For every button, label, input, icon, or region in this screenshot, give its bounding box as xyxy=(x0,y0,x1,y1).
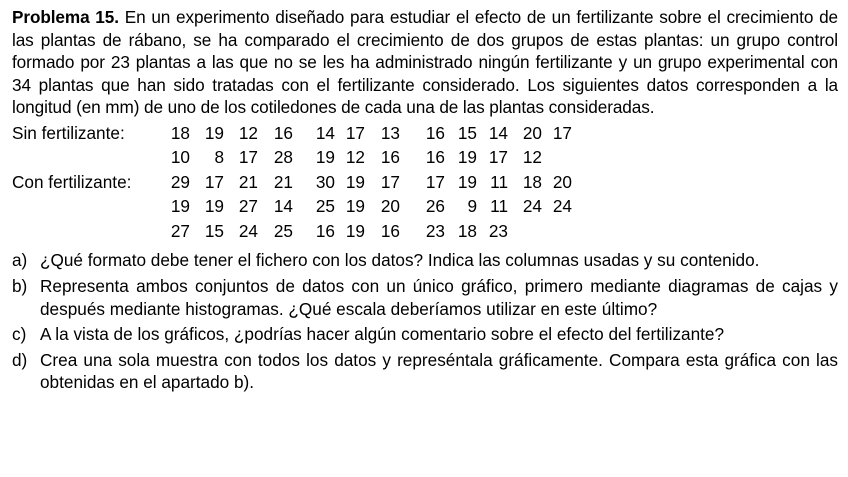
question-letter: b) xyxy=(12,276,28,297)
data-cell: 25 xyxy=(273,220,293,241)
data-cell: 16 xyxy=(425,147,445,168)
data-cell: 21 xyxy=(273,171,293,192)
data-cell: 27 xyxy=(170,220,190,241)
data-cell: 12 xyxy=(522,147,542,168)
data-cell: 16 xyxy=(425,122,445,143)
data-row xyxy=(168,194,572,219)
group-label-con: Con fertilizante: xyxy=(12,171,132,192)
data-cell: 19 xyxy=(170,196,190,217)
data-cell: 14 xyxy=(488,122,508,143)
data-cell: 9 xyxy=(467,196,477,217)
data-cell: 17 xyxy=(238,147,258,168)
question-b xyxy=(12,275,838,320)
group-con-fertilizante xyxy=(12,170,838,244)
data-cell: 14 xyxy=(315,122,335,143)
question-text: Representa ambos conjuntos de datos con un único gráfico, primero mediante diagramas de cajas y después mediante histogramas. ¿Qué escala deberíamos utilizar en este último? xyxy=(40,276,838,319)
data-cell: 23 xyxy=(488,220,508,241)
question-a xyxy=(12,249,838,272)
data-cell: 21 xyxy=(238,171,258,192)
data-cell: 15 xyxy=(457,122,477,143)
data-cell: 29 xyxy=(170,171,190,192)
question-text: Crea una sola muestra con todos los datos y represéntala gráficamente. Compara esta gráfica con las obtenidas en el apartado b). xyxy=(40,349,838,393)
data-cell: 24 xyxy=(238,220,258,241)
data-cell: 18 xyxy=(522,171,542,192)
data-cell: 20 xyxy=(380,196,400,217)
data-cell: 12 xyxy=(238,122,258,143)
data-cell: 11 xyxy=(490,196,508,217)
group-rows-sin xyxy=(168,121,572,170)
data-cell: 17 xyxy=(488,147,508,168)
data-cell: 23 xyxy=(425,220,445,241)
data-cell: 19 xyxy=(204,196,224,217)
data-cell: 16 xyxy=(273,122,293,143)
question-list xyxy=(12,249,838,394)
data-cell: 24 xyxy=(522,196,542,217)
data-cell: 18 xyxy=(170,122,190,143)
data-cell: 20 xyxy=(522,122,542,143)
question-letter: a) xyxy=(12,250,28,271)
data-cell: 10 xyxy=(170,147,190,168)
data-cell: 17 xyxy=(425,171,445,192)
data-cell: 11 xyxy=(490,171,508,192)
group-label-sin: Sin fertilizante: xyxy=(12,122,125,143)
data-cell: 12 xyxy=(345,147,365,168)
data-cell: 19 xyxy=(204,122,224,143)
data-cell: 19 xyxy=(457,171,477,192)
group-sin-fertilizante xyxy=(12,121,838,170)
question-letter: c) xyxy=(12,324,27,345)
data-cell: 28 xyxy=(273,147,293,168)
data-row xyxy=(168,219,572,244)
data-cell: 8 xyxy=(214,147,224,168)
data-row xyxy=(168,121,572,146)
question-c xyxy=(12,323,838,346)
data-cell: 25 xyxy=(315,196,335,217)
data-row xyxy=(168,145,572,170)
data-cell: 15 xyxy=(204,220,224,241)
data-cell: 14 xyxy=(273,196,293,217)
data-cell: 19 xyxy=(315,147,335,168)
question-text: A la vista de los gráficos, ¿podrías hacer algún comentario sobre el efecto del fertilizante? xyxy=(40,324,725,345)
data-cell: 17 xyxy=(204,171,224,192)
data-cell: 26 xyxy=(425,196,445,217)
data-cell: 30 xyxy=(315,171,335,192)
data-cell: 24 xyxy=(552,196,572,217)
data-cell: 17 xyxy=(552,122,572,143)
data-cell: 16 xyxy=(315,220,335,241)
problem-statement xyxy=(12,6,838,119)
data-row xyxy=(168,170,572,195)
data-cell: 17 xyxy=(345,122,365,143)
question-text: ¿Qué formato debe tener el fichero con los datos? Indica las columnas usadas y su contenido. xyxy=(40,250,760,271)
data-cell: 27 xyxy=(238,196,258,217)
group-rows-con xyxy=(168,170,572,244)
question-letter: d) xyxy=(12,349,28,370)
data-cell: 19 xyxy=(345,196,365,217)
data-cell: 18 xyxy=(457,220,477,241)
data-cell: 19 xyxy=(345,171,365,192)
data-cell: 16 xyxy=(380,147,400,168)
data-cell: 19 xyxy=(457,147,477,168)
question-d xyxy=(12,349,838,394)
problem-text: En un experimento diseñado para estudiar el efecto de un fertilizante sobre el crecimiento de las plantas de rábano, se ha comparado el crecimiento de dos grupos de estas plantas: un grupo control formado por 23 plantas a las que no se les ha administrado ningún fertilizante y un grupo experimental con 34 plantas que han sido tratadas con el fertilizante considerado. Los siguientes datos corresponden a la longitud (en mm) de uno de los cotiledones de cada una de las plantas consideradas. xyxy=(12,7,838,118)
data-cell: 19 xyxy=(345,220,365,241)
data-cell: 16 xyxy=(380,220,400,241)
data-cell: 17 xyxy=(380,171,400,192)
data-cell: 13 xyxy=(380,122,400,143)
problem-title: Problema 15. xyxy=(12,7,119,27)
data-cell: 20 xyxy=(552,171,572,192)
data-table xyxy=(12,121,838,244)
